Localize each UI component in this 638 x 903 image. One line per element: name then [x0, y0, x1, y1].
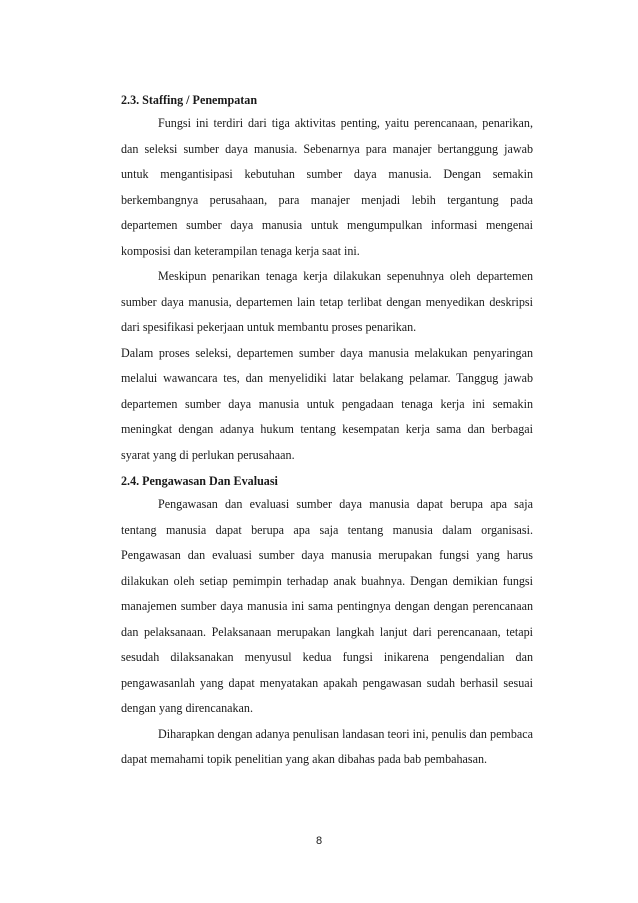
paragraph-staffing-selection: Dalam proses seleksi, departemen sumber daya manusia melakukan penyaringan melalui wawancara tes, dan menyelidiki latar belakang pelamar. Tanggug jawab departemen sumber daya manusia untuk pengadaan tenaga kerja ini semakin meningkat dengan adanya hukum tentang kesempatan kerja sama dan berbagai syarat yang di perlukan perusahaan. [121, 345, 533, 462]
section-heading-evaluation: 2.4. Pengawasan Dan Evaluasi [121, 474, 278, 488]
paragraph-staffing-functions: Fungsi ini terdiri dari tiga aktivitas penting, yaitu perencanaan, penarikan, dan seleksi sumber daya manusia. Sebenarnya para manajer bertanggung jawab untuk mengantisipasi kebutuhan sumber daya manusia. Dengan semakin berkembangnya perusahaan, para manajer menjadi lebih tergantung pada departemen sumber daya manusia untuk mengumpulkan informasi mengenai komposisi dan keterampilan tenaga kerja saat ini. [121, 116, 533, 258]
page-number: 8 [315, 835, 323, 847]
paragraph-closing: Diharapkan dengan adanya penulisan landasan teori ini, penulis dan pembaca dapat memahami topik penelitian yang akan dibahas pada bab pembahasan. [121, 726, 533, 766]
paragraph-staffing-recruitment: Meskipun penarikan tenaga kerja dilakukan sepenuhnya oleh departemen sumber daya manusia, departemen lain tetap terlibat dengan menyedikan deskripsi dari spesifikasi pekerjaan untuk membantu proses penarikan. [121, 269, 533, 334]
section-heading-staffing: 2.3. Staffing / Penempatan [121, 93, 258, 107]
page-content [121, 90, 533, 773]
paragraph-evaluation-body: Pengawasan dan evaluasi sumber daya manusia dapat berupa apa saja tentang manusia dapat berupa apa saja tentang manusia dalam organisasi. Pengawasan dan evaluasi sumber daya manusia merupakan fungsi yang harus dilakukan oleh setiap pemimpin terhadap anak buahnya. Dengan demikian fungsi manajemen sumber daya manusia ini sama pentingnya dengan dengan perencanaan dan pelaksanaan. Pelaksanaan merupakan langkah lanjut dari perencanaan, tetapi sesudah dilaksanakan menyusul kedua fungsi inikarena pengendalian dan pengawasanlah yang dapat menyatakan apakah pengawasan sudah berhasil sesuai dengan yang direncanakan. [121, 497, 533, 715]
